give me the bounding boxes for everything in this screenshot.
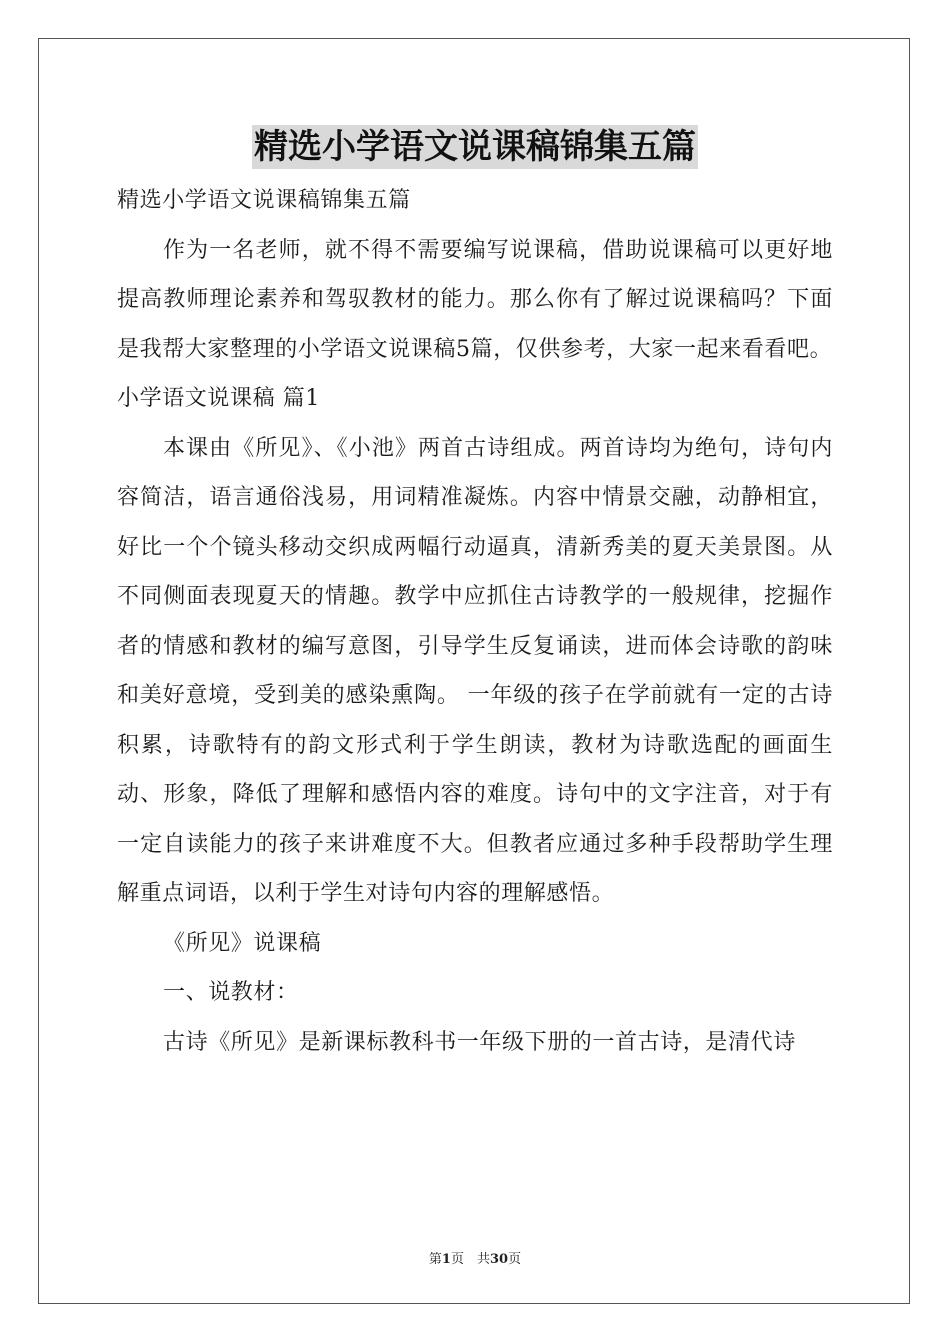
footer-mid: 页 共 [450,1252,490,1267]
point-heading: 一、说教材： [163,980,299,1005]
document-body [117,176,833,1067]
footer-page-number: 1 [441,1252,451,1267]
footer-suffix: 页 [508,1252,522,1267]
intro-paragraph: 作为一名老师，就不得不需要编写说课稿，借助说课稿可以更好地提高教师理论素养和驾驭教材的能力。那么你有了解过说课稿吗？下面是我帮大家整理的小学语文说课稿5篇，仅供参考，大家一起来看看吧。 [117,237,833,362]
document-title: 精选小学语文说课稿锦集五篇 [254,127,696,167]
sub-heading: 《所见》说课稿 [163,930,322,956]
section-paragraph: 本课由《所见》、《小池》两首古诗组成。两首诗均为绝句，诗句内容简洁，语言通俗浅易，用词精准凝炼。内容中情景交融，动静相宜，好比一个个镜头移动交织成两幅行动逼真，清新秀美的夏天美景图。从不同侧面表现夏天的情趣。教学中应抓住古诗教学的一般规律，挖掘作者的情感和教材的编写意图，引导学生反复诵读，进而体会诗歌的韵味和美好意境，受到美的感染熏陶。 一年级的孩子在学前就有一定的古诗积累，诗歌特有的韵文形式利于学生朗读，教材为诗歌选配的画面生动、形象，降低了理解和感悟内容的难度。诗句中的文字注音，对于有一定自读能力的孩子来讲难度不大。但教者应通过多种手段帮助学生理解重点词语，以利于学生对诗句内容的理解感悟。 [117,435,833,906]
section-heading: 小学语文说课稿 篇1 [117,386,320,411]
page-footer [0,1248,950,1267]
title-wrap [0,125,950,169]
point-paragraph: 古诗《所见》是新课标教科书一年级下册的一首古诗，是清代诗 [163,1029,796,1055]
footer-total-pages: 30 [489,1252,509,1267]
footer-prefix: 第 [428,1252,442,1267]
subtitle: 精选小学语文说课稿锦集五篇 [117,188,411,213]
